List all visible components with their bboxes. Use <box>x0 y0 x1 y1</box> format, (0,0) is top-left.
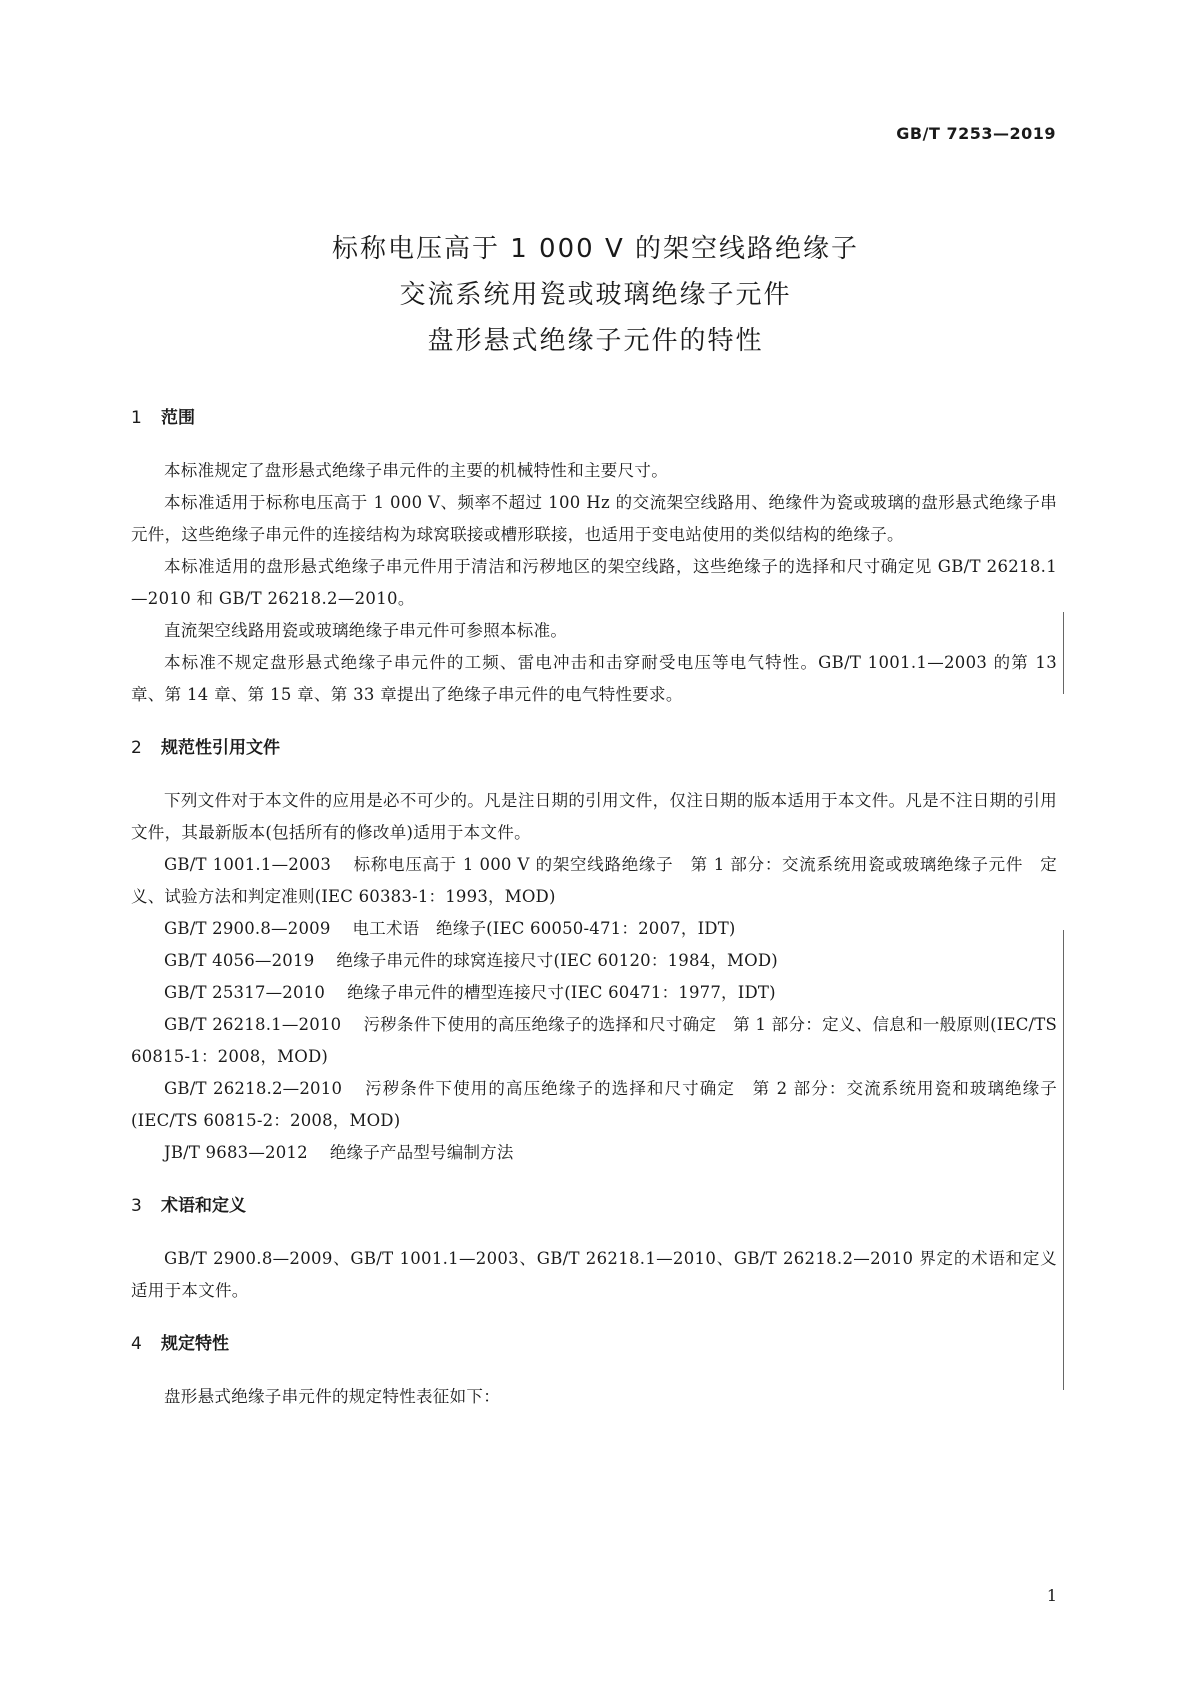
revision-change-bar <box>1063 612 1064 694</box>
reference-item <box>131 977 1057 1009</box>
section-4-heading <box>131 1331 1057 1357</box>
paragraph: 直流架空线路用瓷或玻璃绝缘子串元件可参照本标准。 <box>164 621 568 640</box>
paragraph: 盘形悬式绝缘子串元件的规定特性表征如下： <box>164 1387 500 1406</box>
reference-item <box>131 913 1057 945</box>
reference-title: 电工术语 绝缘子(IEC 60050-471：2007，IDT) <box>352 919 736 938</box>
reference-code: GB/T 1001.1—2003 <box>164 855 332 874</box>
paragraph: 本标准适用于标称电压高于 1 000 V、频率不超过 100 Hz 的交流架空线路用、绝缘件为瓷或玻璃的盘形悬式绝缘子串元件，这些绝缘子串元件的连接结构为球窝联接或槽形联接，也适用于变电站使用的类似结构的绝缘子。 <box>131 493 1057 544</box>
paragraph: GB/T 2900.8—2009、GB/T 1001.1—2003、GB/T 26218.1—2010、GB/T 26218.2—2010 界定的术语和定义适用于本文件。 <box>131 1249 1057 1300</box>
document-body <box>131 405 1057 1413</box>
reference-code: GB/T 25317—2010 <box>164 983 326 1002</box>
reference-code: JB/T 9683—2012 <box>164 1143 308 1162</box>
section-number: 2 <box>131 738 142 758</box>
reference-title: 污秽条件下使用的高压绝缘子的选择和尺寸确定 第 2 部分：交流系统用瓷和玻璃绝缘子(IEC/TS 60815-2：2008，MOD) <box>131 1079 1057 1130</box>
document-title <box>0 226 1191 364</box>
section-number: 4 <box>131 1334 142 1354</box>
section-number: 3 <box>131 1196 142 1216</box>
reference-item <box>131 1009 1057 1073</box>
reference-title: 污秽条件下使用的高压绝缘子的选择和尺寸确定 第 1 部分：定义、信息和一般原则(IEC/TS 60815-1：2008，MOD) <box>131 1015 1057 1066</box>
section-1-heading <box>131 405 1057 431</box>
reference-code: GB/T 2900.8—2009 <box>164 919 331 938</box>
section-title: 规定特性 <box>161 1334 229 1354</box>
reference-code: GB/T 26218.2—2010 <box>164 1079 343 1098</box>
paragraph: 本标准不规定盘形悬式绝缘子串元件的工频、雷电冲击和击穿耐受电压等电气特性。GB/T 1001.1—2003 的第 13 章、第 14 章、第 15 章、第 33 章提出了绝缘子串元件的电气特性要求。 <box>131 653 1057 704</box>
section-3-heading <box>131 1193 1057 1219</box>
paragraph: 下列文件对于本文件的应用是必不可少的。凡是注日期的引用文件，仅注日期的版本适用于本文件。凡是不注日期的引用文件，其最新版本(包括所有的修改单)适用于本文件。 <box>131 791 1057 842</box>
title-line-3: 盘形悬式绝缘子元件的特性 <box>427 326 764 356</box>
section-number: 1 <box>131 408 142 428</box>
revision-change-bar <box>1063 930 1064 1390</box>
reference-title: 标称电压高于 1 000 V 的架空线路绝缘子 第 1 部分：交流系统用瓷或玻璃绝缘子元件 定义、试验方法和判定准则(IEC 60383-1：1993，MOD) <box>131 855 1057 906</box>
section-title: 范围 <box>161 408 195 428</box>
reference-code: GB/T 26218.1—2010 <box>164 1015 342 1034</box>
standard-number: GB/T 7253—2019 <box>896 124 1056 143</box>
reference-code: GB/T 4056—2019 <box>164 951 315 970</box>
reference-title: 绝缘子产品型号编制方法 <box>329 1143 514 1162</box>
reference-item <box>131 945 1057 977</box>
page-number: 1 <box>1046 1586 1057 1605</box>
title-line-1: 标称电压高于 1 000 V 的架空线路绝缘子 <box>331 234 859 264</box>
reference-item <box>131 1073 1057 1137</box>
paragraph: 本标准规定了盘形悬式绝缘子串元件的主要的机械特性和主要尺寸。 <box>164 461 668 480</box>
section-title: 术语和定义 <box>161 1196 246 1216</box>
reference-title: 绝缘子串元件的槽型连接尺寸(IEC 60471：1977，IDT) <box>347 983 776 1002</box>
reference-title: 绝缘子串元件的球窝连接尺寸(IEC 60120：1984，MOD) <box>336 951 778 970</box>
reference-item <box>131 849 1057 913</box>
paragraph: 本标准适用的盘形悬式绝缘子串元件用于清洁和污秽地区的架空线路，这些绝缘子的选择和尺寸确定见 GB/T 26218.1—2010 和 GB/T 26218.2—2010。 <box>131 557 1057 608</box>
section-2-heading <box>131 735 1057 761</box>
title-line-2: 交流系统用瓷或玻璃绝缘子元件 <box>399 280 792 310</box>
section-title: 规范性引用文件 <box>161 738 280 758</box>
reference-item <box>131 1137 1057 1169</box>
